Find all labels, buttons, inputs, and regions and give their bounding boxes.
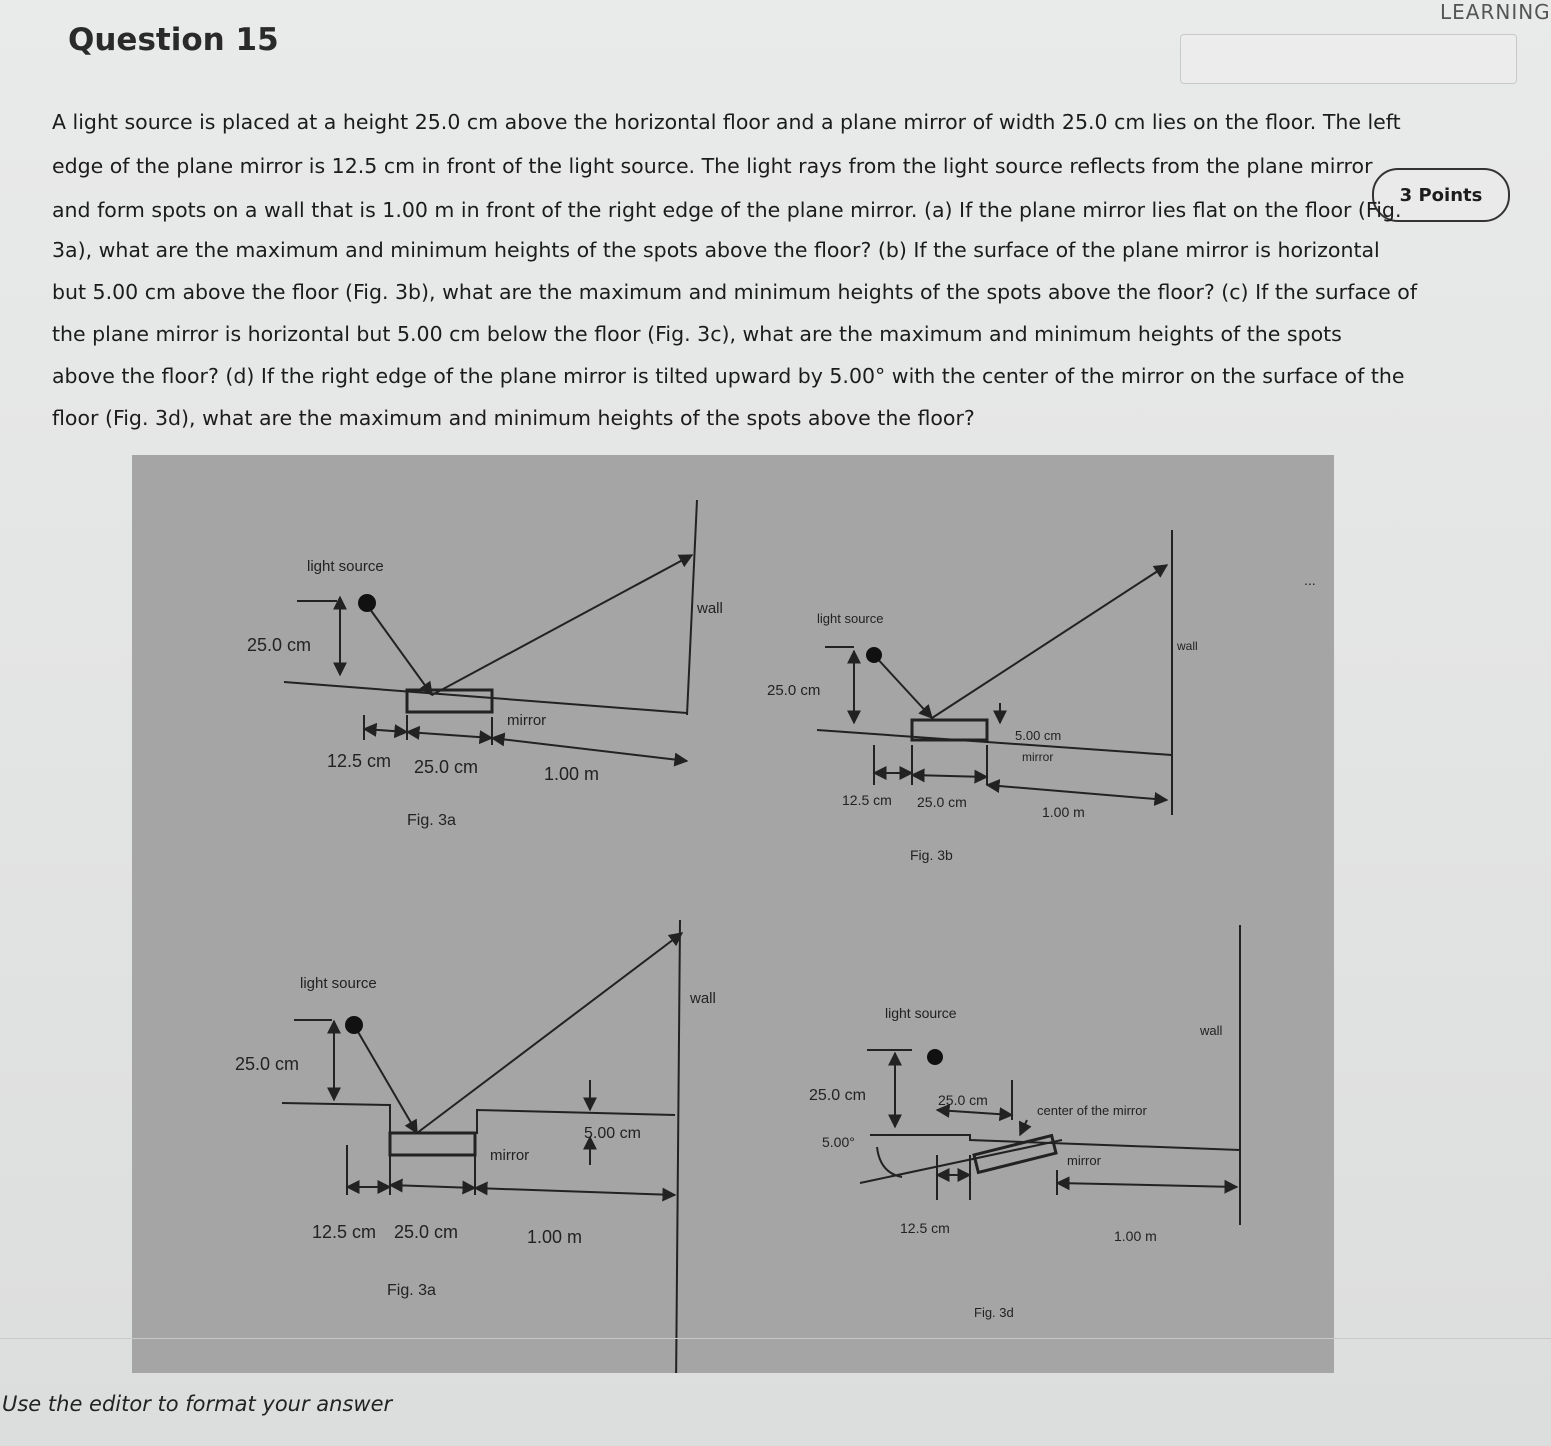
- fig3d-mirror-dist-label: 25.0 cm: [938, 1092, 988, 1108]
- top-right-input-box[interactable]: [1180, 34, 1517, 84]
- question-title: Question 15: [68, 22, 279, 58]
- top-right-label: LEARNING: [1440, 0, 1551, 24]
- question-line: A light source is placed at a height 25.0 cm above the horizontal floor and a plane mirror of width 25.0 cm lies on the floor. The left: [52, 110, 1401, 134]
- fig3b-light-source-dot: [866, 647, 882, 663]
- fig3a-dist-label: 12.5 cm: [327, 751, 392, 771]
- fig3d-wall-label: wall: [1200, 1023, 1223, 1038]
- figure-ellipsis: ...: [1304, 572, 1316, 588]
- fig3b-wall-label: wall: [1177, 639, 1198, 653]
- fig3a-light-source-label: light source: [307, 558, 384, 575]
- fig3c-wall-line: [675, 920, 680, 1373]
- fig3b-dist-label: 12.5 cm: [842, 792, 892, 808]
- fig3b-caption: Fig. 3b: [910, 847, 953, 863]
- fig3d-tilt-line: [860, 1140, 1062, 1183]
- fig3c-dist-label: 12.5 cm: [312, 1222, 377, 1242]
- fig3d-mirror-label: mirror: [1067, 1153, 1101, 1168]
- fig3a-floor-line: [284, 682, 687, 713]
- fig3b-mirror-label: mirror: [1022, 750, 1054, 764]
- fig3d-angle-label: 5.00°: [822, 1134, 855, 1150]
- fig3d-center-label: center of the mirror: [1037, 1103, 1147, 1118]
- fig3a-wall-dim-arrow: [492, 738, 687, 761]
- fig3a-height-label: 25.0 cm: [247, 635, 312, 655]
- fig3b-width-label: 25.0 cm: [917, 794, 967, 810]
- fig3d-mirror-dim-arrow: [937, 1110, 1012, 1115]
- fig3a-dim-arrow: [407, 732, 492, 738]
- fig3b-wall-dist-label: 1.00 m: [1042, 804, 1085, 820]
- fig3b-floor-line: [817, 730, 1172, 755]
- fig3a-wall-label: wall: [697, 600, 723, 617]
- fig3b-offset-label: 5.00 cm: [1015, 728, 1062, 743]
- fig3d-wall-dim-arrow: [1057, 1183, 1237, 1187]
- fig3a-reflected-ray: [432, 555, 692, 695]
- fig3d-light-source-dot: [927, 1049, 943, 1065]
- fig3c-caption: Fig. 3a: [387, 1282, 436, 1299]
- fig3d-dist-label: 12.5 cm: [900, 1220, 950, 1236]
- question-line: floor (Fig. 3d), what are the maximum and minimum heights of the spots above the floor?: [52, 406, 975, 430]
- fig3d-caption: Fig. 3d: [974, 1305, 1014, 1320]
- question-line: and form spots on a wall that is 1.00 m in front of the right edge of the plane mirror. (a) If the plane mirror lies flat on the floor (Fig.: [52, 198, 1402, 222]
- fig3c-mirror-rect: [390, 1133, 475, 1155]
- fig3a-caption: Fig. 3a: [407, 812, 456, 829]
- question-line: but 5.00 cm above the floor (Fig. 3b), what are the maximum and minimum heights of the spots above the floor? (c) If the surface of: [52, 280, 1418, 304]
- divider: [0, 1338, 1551, 1339]
- fig3b-wall-dim-arrow: [987, 785, 1167, 800]
- fig3c-reflected-ray: [417, 933, 682, 1133]
- fig3b-dim-arrow: [912, 775, 987, 777]
- fig3c-mirror-label: mirror: [490, 1147, 530, 1164]
- fig3a-incident-ray: [367, 605, 432, 695]
- fig3b-height-label: 25.0 cm: [767, 682, 821, 699]
- question-line: 3a), what are the maximum and minimum heights of the spots above the floor? (b) If the surface of the plane mirror is horizontal: [52, 238, 1380, 262]
- fig3c-wall-dim-arrow: [475, 1188, 675, 1195]
- fig3c-width-label: 25.0 cm: [394, 1222, 459, 1242]
- fig3a-wall-dist-label: 1.00 m: [544, 764, 600, 784]
- fig3c-light-source-dot: [345, 1016, 363, 1034]
- fig3a-dim-arrow: [364, 729, 407, 732]
- fig3c-incident-ray: [354, 1025, 417, 1133]
- fig3a-light-source-dot: [358, 594, 376, 612]
- fig3b-incident-ray: [874, 655, 932, 718]
- fig3c-dim-arrow: [390, 1185, 475, 1188]
- fig3a-mirror-label: mirror: [507, 712, 547, 729]
- fig3d-light-source-label: light source: [885, 1005, 957, 1021]
- figure-image: [132, 455, 1334, 1373]
- fig3c-wall-label: wall: [690, 990, 716, 1007]
- fig3b-light-source-label: light source: [817, 611, 884, 626]
- fig3d-height-label: 25.0 cm: [809, 1087, 866, 1104]
- points-badge: 3 Points: [1372, 168, 1510, 222]
- fig3c-height-label: 25.0 cm: [235, 1054, 300, 1074]
- fig3d-center-pointer: [1020, 1120, 1027, 1135]
- fig3c-light-source-label: light source: [300, 975, 377, 992]
- fig3d-wall-dist-label: 1.00 m: [1114, 1228, 1157, 1244]
- fig3c-offset-label: 5.00 cm: [584, 1125, 641, 1142]
- fig3b-diagram: [817, 530, 1172, 815]
- fig3d-angle-arc: [877, 1147, 902, 1177]
- fig3a-width-label: 25.0 cm: [414, 757, 479, 777]
- editor-hint: Use the editor to format your answer: [2, 1392, 393, 1416]
- question-line: edge of the plane mirror is 12.5 cm in front of the light source. The light rays from the light source reflects from the plane mirror: [52, 154, 1373, 178]
- fig3a-wall-line: [687, 500, 697, 715]
- fig3c-wall-dist-label: 1.00 m: [527, 1227, 583, 1247]
- question-line: the plane mirror is horizontal but 5.00 cm below the floor (Fig. 3c), what are the maximum and minimum heights of the spots: [52, 322, 1342, 346]
- fig3a-diagram: [284, 500, 697, 761]
- fig3d-diagram: [860, 925, 1240, 1225]
- question-line: above the floor? (d) If the right edge of the plane mirror is tilted upward by 5.00° with the center of the mirror on the surface of the: [52, 364, 1405, 388]
- fig3b-reflected-ray: [932, 565, 1167, 718]
